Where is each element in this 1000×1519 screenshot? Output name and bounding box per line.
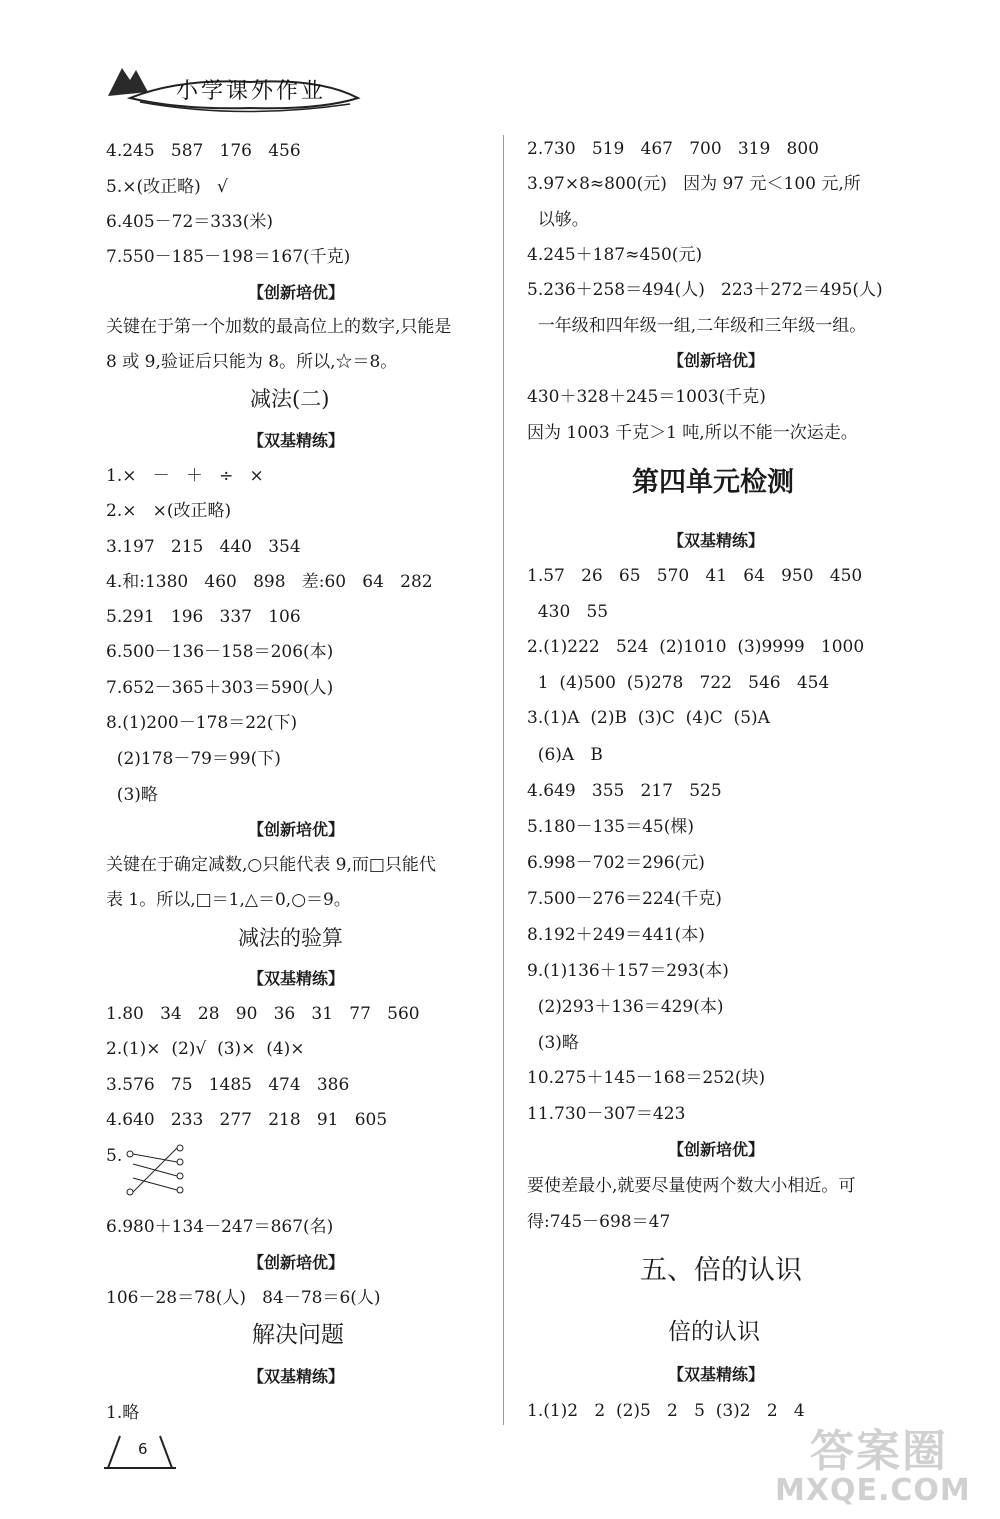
watermark-logo: 答案圈	[810, 1426, 948, 1477]
right-line-33: 1.(1)2 2 (2)5 2 5 (3)2 2 4	[527, 1401, 805, 1421]
right-line-26: 11.730－307＝423	[527, 1104, 686, 1124]
left-line-10: 2.× ×(改正略)	[106, 501, 232, 521]
right-line-3: 4.245＋187≈450(元)	[527, 245, 703, 265]
right-line-5: 一年级和四年级一组,二年级和三年级一组。	[527, 316, 867, 336]
right-line-18: 5.180－135＝45(棵)	[527, 817, 695, 837]
left-line-34: 1.略	[106, 1403, 140, 1423]
left-line-26: 3.576 75 1485 474 386	[106, 1075, 350, 1095]
left-line-1: 5.×(改正略) √	[106, 177, 228, 197]
left-line-30: 【创新培优】	[248, 1253, 345, 1272]
right-line-32: 【双基精练】	[668, 1365, 765, 1384]
left-line-19: 【创新培优】	[248, 820, 345, 839]
right-line-14: 1 (4)500 (5)278 722 546 454	[527, 673, 830, 693]
watermark	[770, 1415, 990, 1510]
left-line-12: 4.和:1380 460 898 差:60 64 282	[106, 572, 433, 592]
watermark-url: MXQE.COM	[775, 1473, 971, 1508]
right-line-22: 9.(1)136＋157＝293(本)	[527, 961, 729, 981]
right-line-4: 5.236＋258＝494(人) 223＋272＝495(人)	[527, 280, 883, 300]
left-line-25: 2.(1)× (2)√ (3)× (4)×	[106, 1039, 305, 1059]
right-line-8: 因为 1003 千克＞1 吨,所以不能一次运走。	[527, 423, 858, 443]
left-line-32: 解决问题	[252, 1322, 344, 1348]
right-line-19: 6.998－702＝296(元)	[527, 853, 705, 873]
left-line-4: 【创新培优】	[248, 283, 345, 302]
left-line-22: 减法的验算	[238, 926, 343, 950]
left-line-18: (3)略	[106, 785, 158, 805]
left-line-6: 8 或 9,验证后只能为 8。所以,☆＝8。	[106, 352, 398, 372]
left-line-7: 减法(二)	[250, 387, 330, 411]
right-line-17: 4.649 355 217 525	[527, 781, 722, 801]
right-line-6: 【创新培优】	[668, 351, 765, 370]
right-line-21: 8.192＋249＝441(本)	[527, 925, 705, 945]
right-line-13: 2.(1)222 524 (2)1010 (3)9999 1000	[527, 637, 865, 657]
left-line-0: 4.245 587 176 456	[106, 141, 301, 161]
right-line-20: 7.500－276＝224(千克)	[527, 889, 722, 909]
left-line-13: 5.291 196 337 106	[106, 607, 301, 627]
right-line-24: (3)略	[527, 1033, 579, 1053]
left-line-2: 6.405－72＝333(米)	[106, 212, 274, 232]
right-line-15: 3.(1)A (2)B (3)C (4)C (5)A	[527, 708, 770, 728]
right-line-2: 以够。	[527, 210, 589, 230]
matching-lines-figure	[105, 1140, 195, 1206]
column-divider	[503, 135, 504, 1425]
left-line-21: 表 1。所以,□＝1,△＝0,○＝9。	[106, 890, 351, 910]
left-line-29: 6.980＋134－247＝867(名)	[106, 1217, 334, 1237]
left-line-17: (2)178－79＝99(下)	[106, 749, 281, 769]
right-line-0: 2.730 519 467 700 319 800	[527, 139, 819, 159]
left-line-11: 3.197 215 440 354	[106, 537, 301, 557]
right-line-23: (2)293＋136＝429(本)	[527, 997, 724, 1017]
right-line-30: 五、倍的认识	[640, 1255, 802, 1286]
left-line-5: 关键在于第一个加数的最高位上的数字,只能是	[106, 317, 452, 337]
left-line-14: 6.500－136－158＝206(本)	[106, 642, 334, 662]
right-line-31: 倍的认识	[668, 1319, 760, 1345]
right-line-28: 要使差最小,就要尽量使两个数大小相近。可	[527, 1176, 856, 1196]
right-line-10: 【双基精练】	[668, 531, 765, 550]
left-line-9: 1.× － ＋ ÷ ×	[106, 466, 264, 486]
left-line-27: 4.640 233 277 218 91 605	[106, 1110, 388, 1130]
right-line-29: 得:745－698＝47	[527, 1212, 671, 1232]
left-line-23: 【双基精练】	[248, 969, 345, 988]
right-line-1: 3.97×8≈800(元) 因为 97 元＜100 元,所	[527, 174, 861, 194]
left-line-16: 8.(1)200－178＝22(下)	[106, 713, 298, 733]
left-line-8: 【双基精练】	[248, 431, 345, 450]
right-line-9: 第四单元检测	[632, 467, 794, 498]
right-line-12: 430 55	[527, 602, 609, 622]
left-line-31: 106－28＝78(人) 84－78＝6(人)	[106, 1288, 381, 1308]
right-line-27: 【创新培优】	[668, 1140, 765, 1159]
right-line-11: 1.57 26 65 570 41 64 950 450	[527, 566, 863, 586]
header-title: 小学课外作业	[176, 79, 327, 104]
left-line-20: 关键在于确定减数,○只能代表 9,而□只能代	[106, 855, 436, 875]
left-line-33: 【双基精练】	[248, 1367, 345, 1386]
right-line-25: 10.275＋145－168＝252(块)	[527, 1068, 766, 1088]
left-line-24: 1.80 34 28 90 36 31 77 560	[106, 1004, 420, 1024]
left-line-15: 7.652－365＋303＝590(人)	[106, 678, 334, 698]
left-line-3: 7.550－185－198＝167(千克)	[106, 247, 351, 267]
page-number-text: 6	[138, 1440, 148, 1458]
mountain-icon	[108, 68, 148, 96]
page-number	[100, 1432, 180, 1472]
left-line-28: 5.	[106, 1146, 123, 1166]
right-line-7: 430＋328＋245＝1003(千克)	[527, 387, 766, 407]
right-line-16: (6)A B	[527, 745, 603, 765]
